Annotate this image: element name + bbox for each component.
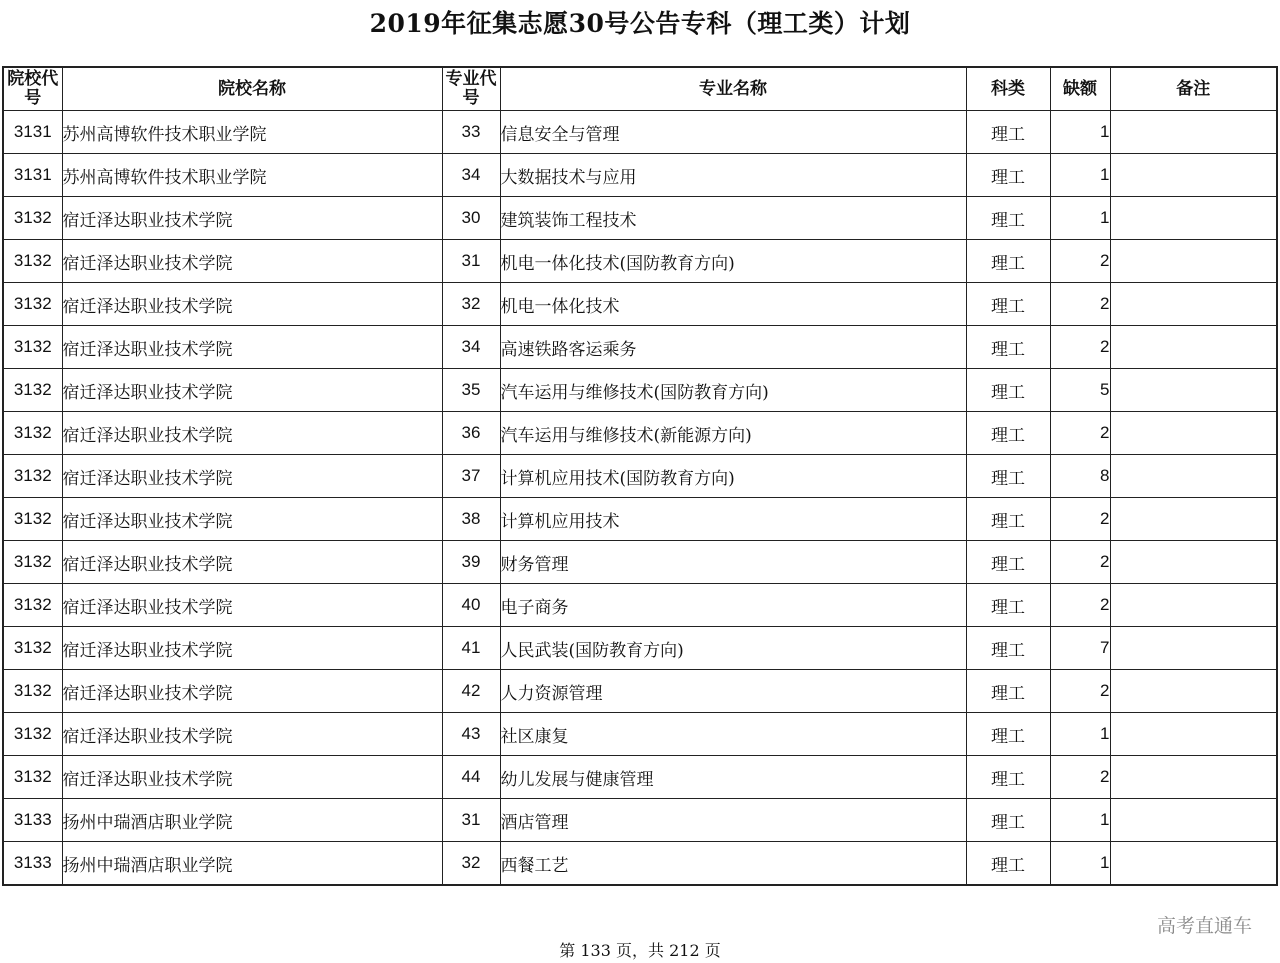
cell-school-name: 宿迁泽达职业技术学院 xyxy=(62,541,442,584)
header-major-name: 专业名称 xyxy=(500,67,966,111)
cell-school-name: 宿迁泽达职业技术学院 xyxy=(62,240,442,283)
table-row xyxy=(3,197,1277,240)
cell-vacancy: 2 xyxy=(1050,670,1110,713)
table-row xyxy=(3,412,1277,455)
cell-school-name: 扬州中瑞酒店职业学院 xyxy=(62,799,442,842)
cell-major-code: 42 xyxy=(442,670,500,713)
header-school-name: 院校名称 xyxy=(62,67,442,111)
cell-major-code: 31 xyxy=(442,240,500,283)
cell-school-code: 3132 xyxy=(3,756,62,799)
cell-category: 理工 xyxy=(966,455,1050,498)
cell-category: 理工 xyxy=(966,283,1050,326)
cell-major-name: 人力资源管理 xyxy=(500,670,966,713)
cell-remarks xyxy=(1110,154,1277,197)
cell-major-code: 44 xyxy=(442,756,500,799)
cell-vacancy: 2 xyxy=(1050,283,1110,326)
cell-school-name: 宿迁泽达职业技术学院 xyxy=(62,498,442,541)
cell-major-name: 计算机应用技术(国防教育方向) xyxy=(500,455,966,498)
cell-category: 理工 xyxy=(966,154,1050,197)
cell-school-name: 宿迁泽达职业技术学院 xyxy=(62,283,442,326)
cell-remarks xyxy=(1110,756,1277,799)
cell-school-code: 3132 xyxy=(3,326,62,369)
cell-vacancy: 2 xyxy=(1050,240,1110,283)
table-row xyxy=(3,670,1277,713)
cell-school-code: 3131 xyxy=(3,111,62,154)
cell-major-code: 38 xyxy=(442,498,500,541)
cell-remarks xyxy=(1110,584,1277,627)
table-row xyxy=(3,455,1277,498)
cell-school-name: 扬州中瑞酒店职业学院 xyxy=(62,842,442,886)
cell-remarks xyxy=(1110,412,1277,455)
cell-major-code: 41 xyxy=(442,627,500,670)
table-row xyxy=(3,369,1277,412)
cell-remarks xyxy=(1110,799,1277,842)
cell-category: 理工 xyxy=(966,197,1050,240)
cell-major-code: 32 xyxy=(442,842,500,886)
table-row xyxy=(3,713,1277,756)
table-row xyxy=(3,326,1277,369)
cell-major-code: 35 xyxy=(442,369,500,412)
header-school-code: 院校代号 xyxy=(3,67,62,111)
cell-school-name: 宿迁泽达职业技术学院 xyxy=(62,326,442,369)
cell-vacancy: 5 xyxy=(1050,369,1110,412)
cell-vacancy: 2 xyxy=(1050,541,1110,584)
cell-major-name: 信息安全与管理 xyxy=(500,111,966,154)
table-row xyxy=(3,541,1277,584)
cell-major-code: 36 xyxy=(442,412,500,455)
table-row xyxy=(3,498,1277,541)
cell-remarks xyxy=(1110,713,1277,756)
cell-category: 理工 xyxy=(966,412,1050,455)
cell-major-code: 40 xyxy=(442,584,500,627)
cell-school-name: 宿迁泽达职业技术学院 xyxy=(62,756,442,799)
table-row xyxy=(3,842,1277,886)
table-row xyxy=(3,627,1277,670)
cell-major-name: 大数据技术与应用 xyxy=(500,154,966,197)
cell-school-code: 3132 xyxy=(3,627,62,670)
cell-major-name: 高速铁路客运乘务 xyxy=(500,326,966,369)
cell-major-name: 计算机应用技术 xyxy=(500,498,966,541)
cell-school-code: 3132 xyxy=(3,197,62,240)
cell-vacancy: 7 xyxy=(1050,627,1110,670)
cell-major-name: 电子商务 xyxy=(500,584,966,627)
cell-category: 理工 xyxy=(966,498,1050,541)
cell-remarks xyxy=(1110,627,1277,670)
cell-category: 理工 xyxy=(966,326,1050,369)
cell-major-code: 43 xyxy=(442,713,500,756)
cell-vacancy: 2 xyxy=(1050,498,1110,541)
cell-school-name: 宿迁泽达职业技术学院 xyxy=(62,197,442,240)
cell-category: 理工 xyxy=(966,842,1050,886)
page-footer: 第 133 页，共 212 页 xyxy=(559,941,721,960)
cell-school-code: 3132 xyxy=(3,498,62,541)
cell-school-code: 3132 xyxy=(3,412,62,455)
cell-school-name: 宿迁泽达职业技术学院 xyxy=(62,412,442,455)
cell-remarks xyxy=(1110,111,1277,154)
cell-major-name: 财务管理 xyxy=(500,541,966,584)
cell-school-name: 苏州高博软件技术职业学院 xyxy=(62,154,442,197)
cell-major-name: 汽车运用与维修技术(新能源方向) xyxy=(500,412,966,455)
cell-major-name: 人民武装(国防教育方向) xyxy=(500,627,966,670)
cell-major-name: 酒店管理 xyxy=(500,799,966,842)
cell-major-name: 机电一体化技术(国防教育方向) xyxy=(500,240,966,283)
header-remarks: 备注 xyxy=(1110,67,1277,111)
header-vacancy: 缺额 xyxy=(1050,67,1110,111)
cell-remarks xyxy=(1110,541,1277,584)
cell-vacancy: 1 xyxy=(1050,713,1110,756)
cell-school-code: 3132 xyxy=(3,369,62,412)
cell-school-code: 3132 xyxy=(3,240,62,283)
cell-vacancy: 1 xyxy=(1050,154,1110,197)
cell-remarks xyxy=(1110,455,1277,498)
cell-major-name: 幼儿发展与健康管理 xyxy=(500,756,966,799)
cell-school-name: 宿迁泽达职业技术学院 xyxy=(62,584,442,627)
cell-vacancy: 2 xyxy=(1050,756,1110,799)
table-row xyxy=(3,283,1277,326)
cell-remarks xyxy=(1110,369,1277,412)
cell-school-code: 3132 xyxy=(3,584,62,627)
cell-major-code: 39 xyxy=(442,541,500,584)
cell-remarks xyxy=(1110,842,1277,886)
table-row xyxy=(3,240,1277,283)
cell-school-name: 宿迁泽达职业技术学院 xyxy=(62,670,442,713)
cell-category: 理工 xyxy=(966,627,1050,670)
cell-remarks xyxy=(1110,240,1277,283)
table-row xyxy=(3,799,1277,842)
cell-major-name: 汽车运用与维修技术(国防教育方向) xyxy=(500,369,966,412)
page-title: 2019年征集志愿30号公告专科（理工类）计划 xyxy=(369,9,911,38)
cell-school-name: 苏州高博软件技术职业学院 xyxy=(62,111,442,154)
cell-major-name: 建筑装饰工程技术 xyxy=(500,197,966,240)
cell-school-code: 3132 xyxy=(3,455,62,498)
cell-category: 理工 xyxy=(966,541,1050,584)
cell-school-code: 3132 xyxy=(3,713,62,756)
cell-vacancy: 1 xyxy=(1050,111,1110,154)
cell-major-code: 37 xyxy=(442,455,500,498)
cell-vacancy: 1 xyxy=(1050,842,1110,886)
table-row xyxy=(3,154,1277,197)
cell-remarks xyxy=(1110,498,1277,541)
cell-vacancy: 2 xyxy=(1050,584,1110,627)
cell-remarks xyxy=(1110,197,1277,240)
cell-school-name: 宿迁泽达职业技术学院 xyxy=(62,369,442,412)
cell-remarks xyxy=(1110,326,1277,369)
cell-school-code: 3133 xyxy=(3,842,62,886)
cell-major-name: 机电一体化技术 xyxy=(500,283,966,326)
cell-school-name: 宿迁泽达职业技术学院 xyxy=(62,627,442,670)
cell-major-name: 西餐工艺 xyxy=(500,842,966,886)
table-body xyxy=(3,111,1277,886)
table-row xyxy=(3,756,1277,799)
cell-school-code: 3132 xyxy=(3,670,62,713)
table-row xyxy=(3,584,1277,627)
table-row xyxy=(3,111,1277,154)
cell-category: 理工 xyxy=(966,240,1050,283)
cell-school-name: 宿迁泽达职业技术学院 xyxy=(62,713,442,756)
cell-vacancy: 1 xyxy=(1050,799,1110,842)
cell-category: 理工 xyxy=(966,670,1050,713)
cell-major-code: 34 xyxy=(442,154,500,197)
cell-category: 理工 xyxy=(966,756,1050,799)
header-category: 科类 xyxy=(966,67,1050,111)
cell-school-name: 宿迁泽达职业技术学院 xyxy=(62,455,442,498)
cell-vacancy: 2 xyxy=(1050,326,1110,369)
cell-remarks xyxy=(1110,670,1277,713)
cell-major-code: 34 xyxy=(442,326,500,369)
cell-major-code: 33 xyxy=(442,111,500,154)
cell-category: 理工 xyxy=(966,111,1050,154)
cell-category: 理工 xyxy=(966,799,1050,842)
cell-vacancy: 8 xyxy=(1050,455,1110,498)
cell-school-code: 3131 xyxy=(3,154,62,197)
cell-vacancy: 1 xyxy=(1050,197,1110,240)
plan-table xyxy=(2,66,1278,886)
table-header-row xyxy=(3,67,1277,111)
header-major-code: 专业代号 xyxy=(442,67,500,111)
cell-major-code: 31 xyxy=(442,799,500,842)
cell-school-code: 3133 xyxy=(3,799,62,842)
cell-major-name: 社区康复 xyxy=(500,713,966,756)
cell-category: 理工 xyxy=(966,713,1050,756)
cell-major-code: 32 xyxy=(442,283,500,326)
cell-category: 理工 xyxy=(966,584,1050,627)
watermark: 高考直通车 xyxy=(1156,915,1252,937)
cell-school-code: 3132 xyxy=(3,283,62,326)
cell-vacancy: 2 xyxy=(1050,412,1110,455)
cell-major-code: 30 xyxy=(442,197,500,240)
cell-remarks xyxy=(1110,283,1277,326)
cell-school-code: 3132 xyxy=(3,541,62,584)
cell-category: 理工 xyxy=(966,369,1050,412)
